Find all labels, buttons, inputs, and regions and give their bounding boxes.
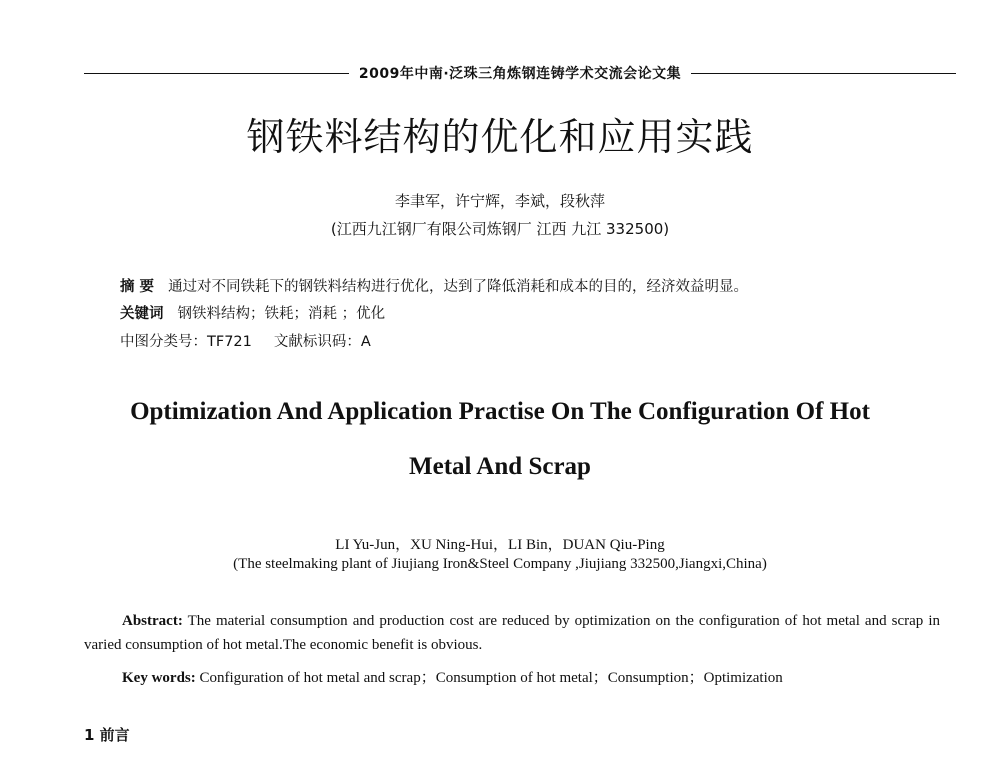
- keywords-en-label: Key words:: [122, 670, 196, 686]
- abstract-en-text: The material consumption and production cost are reduced by optimization on the configuration of hot metal and scrap in varied consumption of hot metal.The economic benefit is obvious.: [84, 613, 940, 653]
- keywords-cn-label: 关键词: [120, 306, 164, 322]
- clc-value: TF721: [207, 334, 252, 350]
- doc-code-label: 文献标识码：: [273, 334, 361, 350]
- abstract-cn-text: 通过对不同铁耗下的钢铁料结构进行优化，达到了降低消耗和成本的目的，经济效益明显。: [168, 279, 749, 295]
- paper-title-cn: 钢铁料结构的优化和应用实践: [246, 115, 754, 159]
- doc-code-value: A: [360, 334, 371, 350]
- abstract-cn-label: 摘 要: [120, 279, 155, 295]
- header-text: 2009年中南·泛珠三角炼钢连铸学术交流会论文集: [358, 66, 682, 82]
- authors-en: LI Yu-Jun，XU Ning-Hui，LI Bin，DUAN Qiu-Ping: [335, 537, 665, 553]
- clc-label: 中图分类号：: [120, 334, 207, 350]
- classification-line: [120, 330, 371, 351]
- keywords-cn: [120, 302, 385, 323]
- abstract-en: [84, 609, 940, 657]
- keywords-cn-text: 钢铁料结构；铁耗；消耗 ；优化: [177, 306, 386, 322]
- keywords-en: [122, 666, 783, 687]
- affiliation-en: (The steelmaking plant of Jiujiang Iron&Steel Company ,Jiujiang 332500,Jiangxi,China): [233, 556, 767, 572]
- paper-title-en-line1: Optimization And Application Practise On The Configuration Of Hot: [130, 398, 870, 425]
- authors-cn: 李聿军，许宁辉，李斌，段秋萍: [394, 192, 605, 210]
- abstract-cn: [120, 275, 748, 296]
- paper-title-en-line2: Metal And Scrap: [409, 453, 591, 480]
- abstract-en-label: Abstract:: [122, 613, 183, 629]
- header-rule-left: [84, 73, 349, 74]
- section-heading-1: 1 前言: [84, 726, 130, 744]
- header-rule-right: [691, 73, 956, 74]
- affiliation-cn: (江西九江钢厂有限公司炼钢厂 江西 九江 332500): [330, 220, 670, 238]
- running-header: [84, 62, 956, 84]
- keywords-en-text: Configuration of hot metal and scrap；Consumption of hot metal；Consumption；Optimization: [199, 670, 783, 686]
